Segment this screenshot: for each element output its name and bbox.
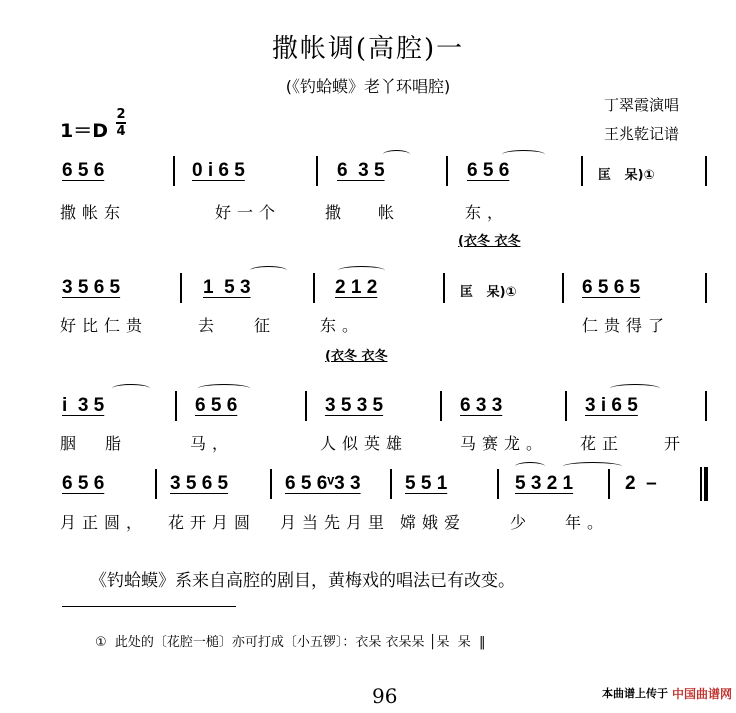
barline [175, 391, 177, 421]
measure: 5 5 1 [405, 473, 448, 494]
slur [610, 384, 660, 393]
lyric: 东。 [320, 316, 365, 335]
measure: 3 5 6 5 [170, 473, 229, 494]
lyric: 开 [664, 434, 687, 453]
watermark-text: 本曲谱上传于 [601, 687, 668, 700]
footnote-rule [62, 606, 236, 607]
lyric: 花正 [580, 434, 625, 453]
lyric: 月当先月里 [280, 513, 391, 532]
measure: 6 5 6 5 [582, 277, 641, 298]
slur [250, 266, 287, 275]
measure: 2 – [625, 473, 657, 494]
subtitle: (《钓蛤蟆》老丫环唱腔) [285, 77, 451, 96]
page-title: 撒帐调(高腔)一 [271, 34, 465, 64]
lyric: 帐 [378, 203, 401, 222]
slur [563, 462, 622, 471]
percussion-line: (衣冬 衣冬 [458, 234, 521, 249]
lyric: 胭 [60, 434, 83, 453]
lyric: 年。 [565, 513, 610, 532]
barline [705, 391, 707, 421]
lyric: 东， [465, 203, 510, 222]
slur [502, 150, 545, 159]
slur [198, 384, 250, 393]
barline [497, 469, 499, 499]
watermark-logo: 中国曲谱网 [671, 687, 732, 701]
lyric: 好一个 [215, 203, 282, 222]
percussion-line: (衣冬 衣冬 [325, 349, 388, 364]
lyric: 人似英雄 [320, 434, 409, 453]
lyric: 仁贵得了 [582, 316, 671, 335]
lyric: 脂 [105, 434, 128, 453]
lyric: 撒帐东 [60, 203, 127, 222]
barline [443, 273, 445, 303]
barline [305, 391, 307, 421]
barline [173, 156, 175, 186]
measure: 6 5 6 [467, 160, 510, 181]
barline [270, 469, 272, 499]
measure: 5 3 2 1 [515, 473, 574, 494]
measure: 3 5 3 5 [325, 395, 384, 416]
annotation: 《钓蛤蟆》系来自高腔的剧目，黄梅戏的唱法已有改变。 [90, 571, 515, 591]
slur [515, 462, 545, 471]
lyric: 去 [198, 316, 221, 335]
lyric: 征 [254, 316, 277, 335]
barline [705, 273, 707, 303]
slur [112, 384, 150, 393]
lyric: 花开月圆 [168, 513, 257, 532]
lyric: 马， [190, 434, 235, 453]
time-top: 2 [116, 107, 126, 122]
barline [155, 469, 157, 499]
barline [313, 273, 315, 303]
slur [338, 266, 385, 275]
measure: 6 5 6 [62, 160, 105, 181]
singer-credit: 丁翠霞演唱 [604, 96, 680, 114]
measure: 1 5 3 [203, 277, 251, 298]
barline [440, 391, 442, 421]
percussion-measure: 匡 呆)① [598, 168, 655, 183]
measure: 3 i 6 5 [585, 395, 638, 416]
footnote: ① 此处的〔花腔一槌〕亦可打成〔小五锣〕：衣呆 衣呆呆 │呆 呆 ‖ [95, 635, 486, 650]
lyric: 嫦娥爱 [400, 513, 467, 532]
time-bottom: 4 [116, 124, 126, 139]
transcriber-credit: 王兆乾记谱 [604, 125, 680, 143]
measure: i 3 5 [62, 395, 105, 416]
measure: 6 5 6 [62, 473, 105, 494]
time-signature [116, 108, 126, 138]
measure: 6 5 6 [195, 395, 238, 416]
barline [705, 156, 707, 186]
lyric: 撒 [325, 203, 348, 222]
final-barline [700, 467, 708, 501]
barline [390, 469, 392, 499]
key-signature: 1＝D [60, 120, 108, 142]
barline [581, 156, 583, 186]
barline [446, 156, 448, 186]
watermark [602, 686, 732, 702]
measure: 0 i 6 5 [192, 160, 245, 181]
lyric: 马赛龙。 [460, 434, 549, 453]
barline [562, 273, 564, 303]
slur [383, 150, 410, 159]
lyric: 少 [510, 513, 533, 532]
barline [316, 156, 318, 186]
measure: 3 5 6 5 [62, 277, 121, 298]
measure: 6 3 5 [337, 160, 385, 181]
barline [608, 469, 610, 499]
page-number: 96 [372, 684, 398, 708]
lyric: 好比仁贵 [60, 316, 149, 335]
percussion-measure: 匡 呆)① [460, 285, 517, 300]
measure: 6 3 3 [460, 395, 503, 416]
barline [180, 273, 182, 303]
measure: 2 1 2 [335, 277, 378, 298]
measure: 6 5 6ᵛ3 3 [285, 473, 361, 494]
barline [565, 391, 567, 421]
lyric: 月正圆， [60, 513, 149, 532]
